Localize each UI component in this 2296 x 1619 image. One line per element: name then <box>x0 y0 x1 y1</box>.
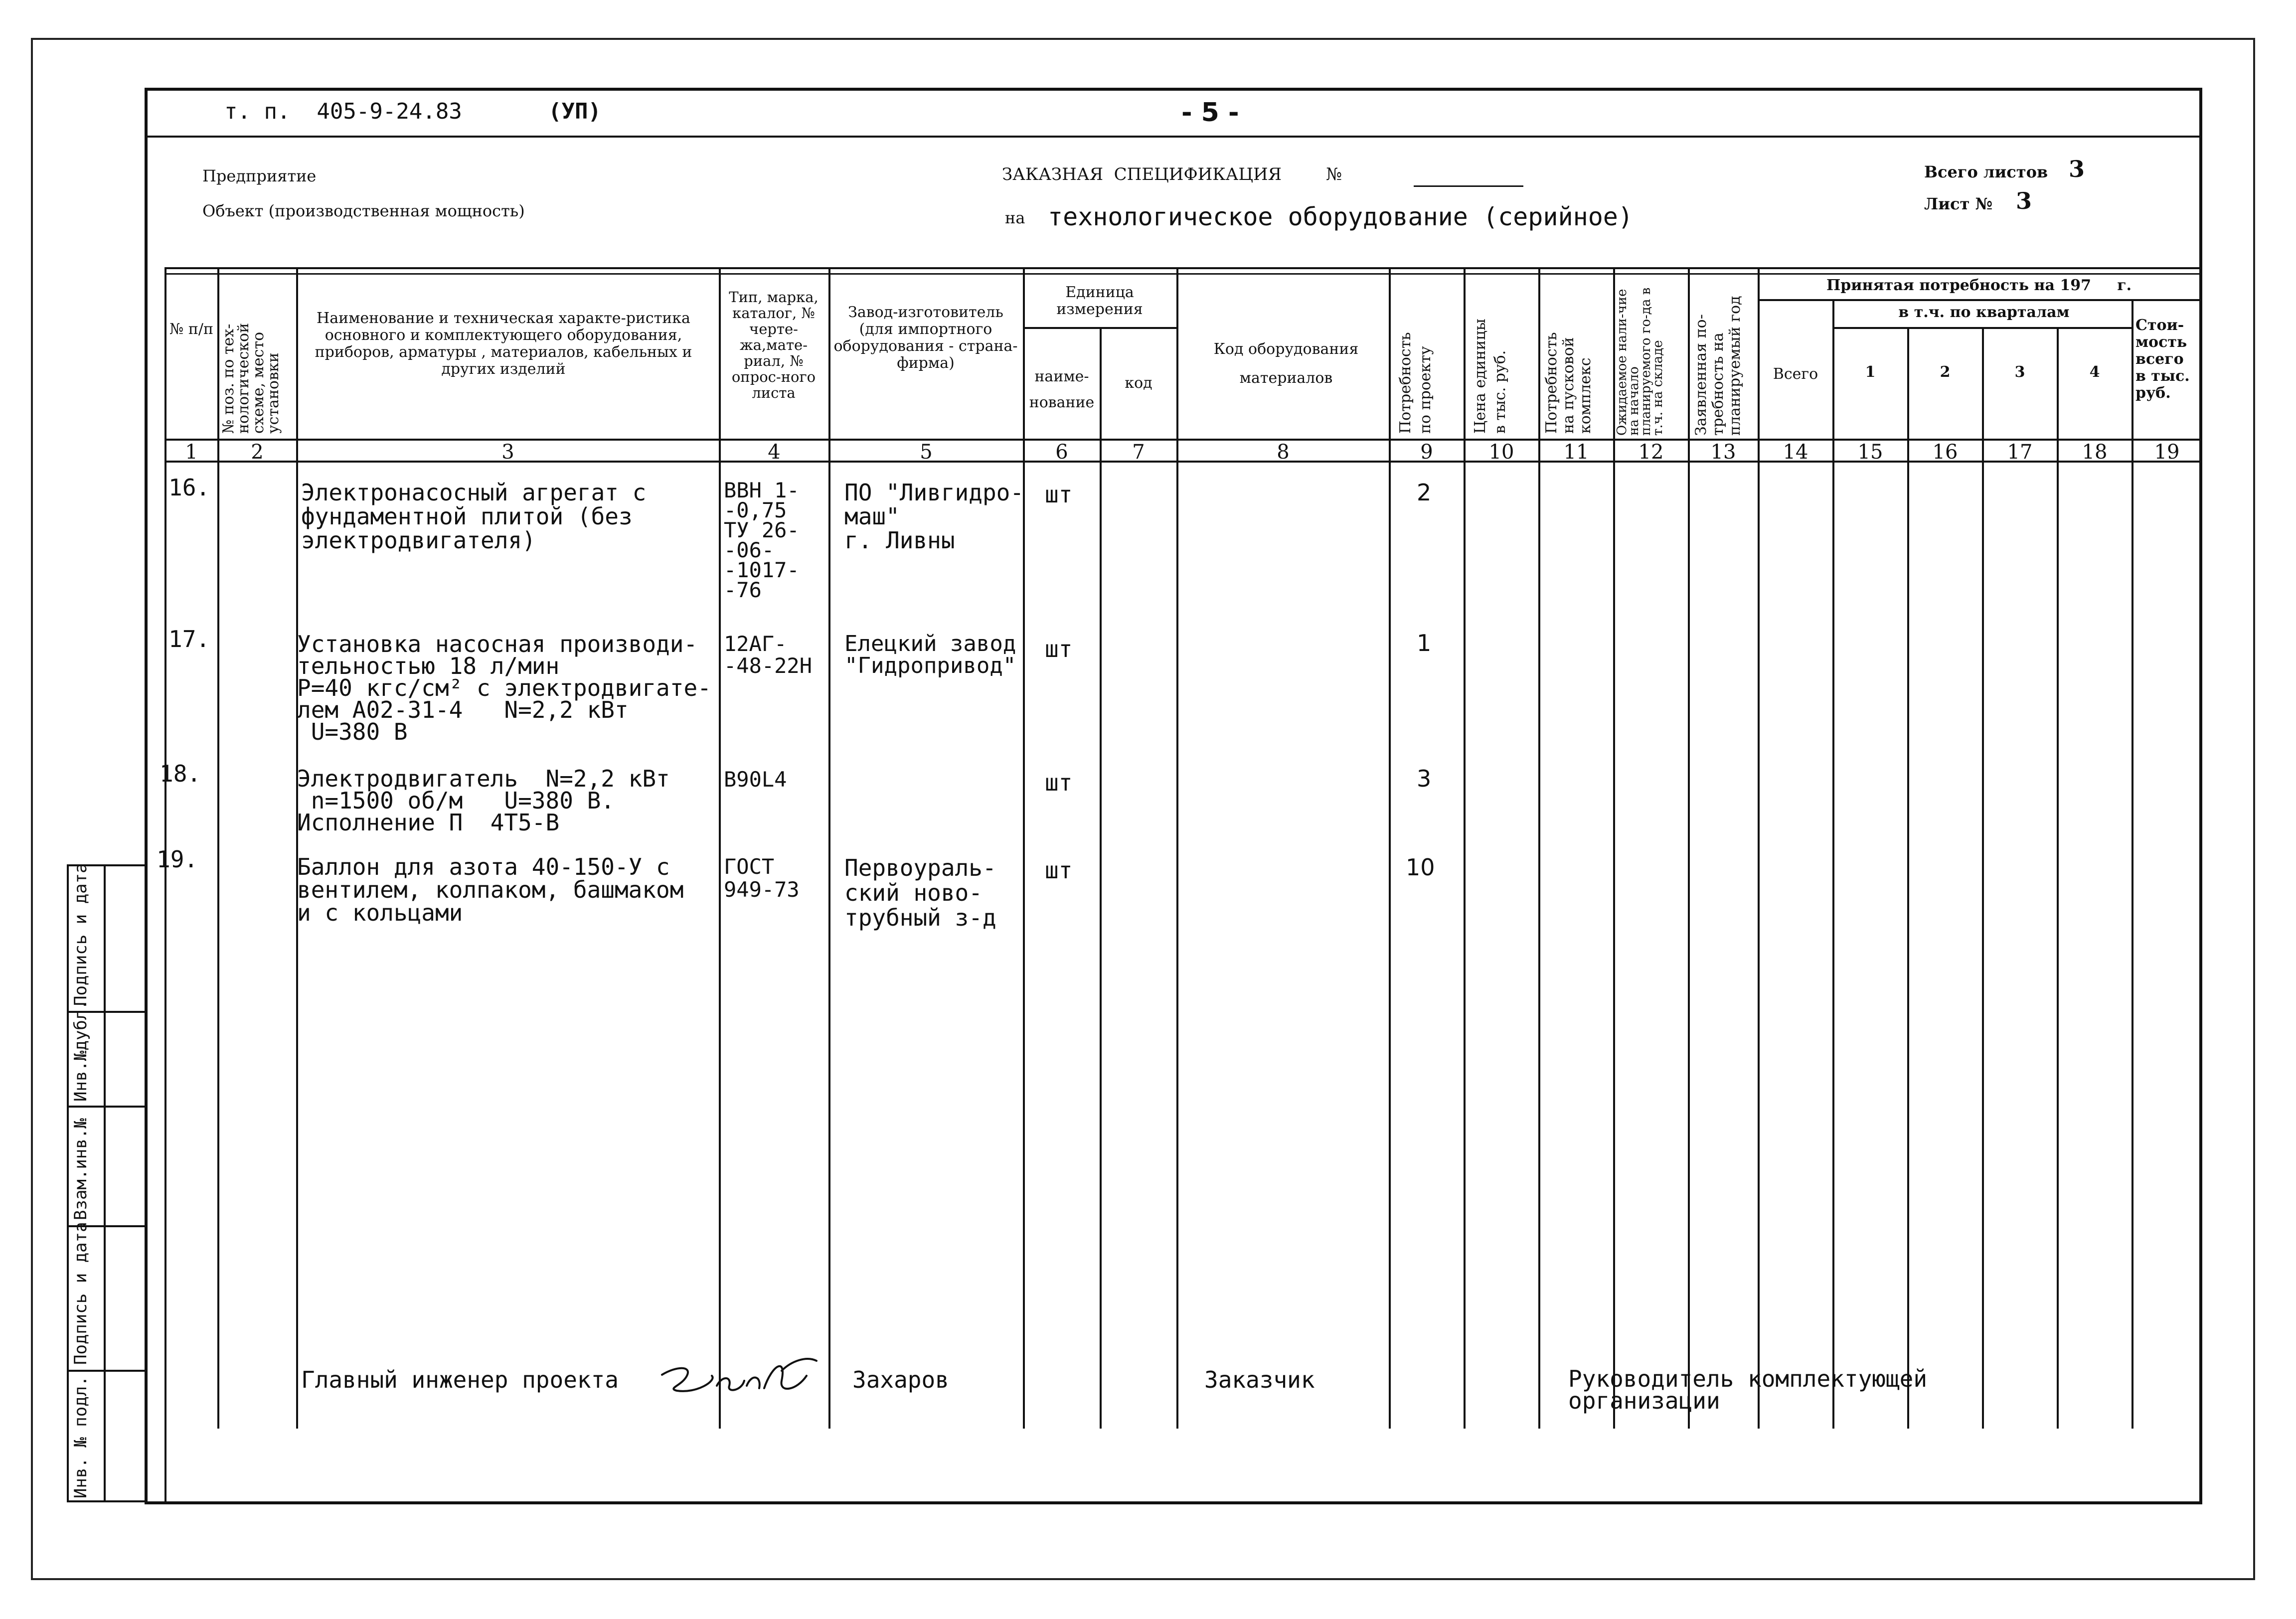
customer-label: Заказчик <box>1204 1366 1315 1393</box>
col-header-1: № п/п <box>169 321 214 338</box>
table-row-17-unit: шт <box>1045 636 1073 662</box>
col-header-16: 2 <box>1940 363 1951 381</box>
table-row-19-num: 19. <box>157 846 198 873</box>
table-row-16-num: 16. <box>168 474 210 501</box>
table-row-17-qty: 1 <box>1417 630 1432 656</box>
on-label: на <box>1005 208 1025 227</box>
col-num-8: 8 <box>1277 441 1290 464</box>
col-num-2: 2 <box>251 441 264 464</box>
col-header-6: наиме-нование <box>1029 368 1095 411</box>
stamp-sign-date-2: Подпись и дата <box>71 863 91 1006</box>
total-sheets-value: 3 <box>2069 156 2085 182</box>
col-num-12: 12 <box>1638 441 1664 464</box>
table-row-18-type: В90L4 <box>724 767 787 792</box>
col-header-18: 4 <box>2089 363 2100 381</box>
col-num-13: 13 <box>1710 441 1736 464</box>
doc-code: т. п. 405-9-24.83 <box>224 99 462 124</box>
col-header-14: Всего <box>1773 365 1818 383</box>
col-header-19: Стои-мость всего в тыс. руб. <box>2135 317 2190 402</box>
table-row-17-type: 12АГ- -48-22Н <box>724 632 813 678</box>
table-row-17-num: 17. <box>168 626 210 652</box>
stamp-sign-date-1: Подпись и дата <box>71 1222 91 1365</box>
total-sheets-label: Всего листов <box>1924 162 2048 181</box>
stamp-inv-dubl: Инв.№дубл. <box>71 999 91 1102</box>
col-header-17: 3 <box>2014 363 2025 381</box>
col-header-7: код <box>1125 374 1152 392</box>
col-header-9: Потребность по проекту <box>1397 332 1434 434</box>
col-header-quarters-group: в т.ч. по кварталам <box>1898 304 2070 321</box>
table-row-16-name: Электронасосный агрегат с фундаментной плитой (без электродвигателя) <box>301 479 647 554</box>
col-num-17: 17 <box>2007 441 2033 464</box>
table-row-19-type: ГОСТ 949-73 <box>724 854 800 902</box>
spec-title: ЗАКАЗНАЯ СПЕЦИФИКАЦИЯ <box>1002 164 1282 184</box>
chief-engineer-label: Главный инженер проекта <box>301 1366 619 1393</box>
col-num-3: 3 <box>501 441 514 464</box>
table-row-18-unit: шт <box>1045 769 1073 796</box>
col-header-11: Потребность на пусковой комплекс <box>1543 332 1594 434</box>
table-row-17-name: Установка насосная производи- тельностью 18 л/мин Р=40 кгс/см² с электродвигате- лем А02-31-4 N=2,2 кВт U=380 В <box>297 631 711 745</box>
col-num-7: 7 <box>1132 441 1145 464</box>
col-header-12: Ожидаемое нали-чие на начало планируемого го-да в т.ч. на складе <box>1615 287 1665 436</box>
doc-type: (УП) <box>548 99 601 124</box>
number-sign: № <box>1326 164 1342 184</box>
col-num-9: 9 <box>1420 441 1433 464</box>
table-row-16-maker: ПО "Ливгидро- маш" г. Ливны <box>844 479 1024 554</box>
col-num-10: 10 <box>1488 441 1514 464</box>
enterprise-label: Предприятие <box>202 166 317 185</box>
table-row-16-qty: 2 <box>1417 479 1432 506</box>
object-label: Объект (производственная мощность) <box>202 201 525 220</box>
col-header-15: 1 <box>1865 363 1876 381</box>
table-row-18-name: Электродвигатель N=2,2 кВт n=1500 об/м U=380 В. Исполнение П 4Т5-В <box>297 765 670 836</box>
col-num-16: 16 <box>1932 441 1958 464</box>
page-number: - 5 - <box>1181 98 1239 128</box>
col-header-2: № поз. по тех-нологической схеме, место установки <box>220 323 282 434</box>
sheet-value: 3 <box>2016 187 2032 214</box>
table-row-19-name: Баллон для азота 40-150-У с вентилем, колпаком, башмаком и с кольцами <box>297 853 684 926</box>
table-row-19-maker: Первоураль- ский ново- трубный з-д <box>844 854 996 931</box>
col-num-11: 11 <box>1563 441 1589 464</box>
supplier-label: Руководитель комплектующей организации <box>1568 1365 1928 1414</box>
col-header-accepted-group: Принятая потребность на 197 г. <box>1826 277 2132 294</box>
col-header-8: Код оборудования материалов <box>1213 340 1359 387</box>
table-row-16-unit: шт <box>1045 481 1073 508</box>
col-num-5: 5 <box>920 441 933 464</box>
col-header-4: Тип, марка, каталог, № черте-жа,мате-риал, № опрос-ного листа <box>729 289 819 401</box>
table-row-18-num: 18. <box>160 760 201 787</box>
table-row-18-qty: 3 <box>1417 765 1432 792</box>
col-header-5: Завод-изготовитель (для импортного оборудования - страна-фирма) <box>833 304 1018 372</box>
col-num-14: 14 <box>1783 441 1808 464</box>
table-row-19-qty: 10 <box>1406 854 1435 881</box>
col-header-13: Заявленная по-требность на планируемый год <box>1692 296 1744 436</box>
chief-engineer-name: Захаров <box>852 1366 949 1393</box>
col-num-6: 6 <box>1055 441 1068 464</box>
sheet-label: Лист № <box>1924 194 1993 213</box>
col-num-4: 4 <box>768 441 781 464</box>
col-header-10: Цена единицы в тыс. руб. <box>1472 319 1509 434</box>
table-row-19-unit: шт <box>1045 857 1073 884</box>
spec-subject: технологическое оборудование (серийное) <box>1048 202 1633 231</box>
col-num-18: 18 <box>2082 441 2108 464</box>
spec-number-line <box>1414 185 1523 187</box>
table-row-17-maker: Елецкий завод "Гидропривод" <box>844 631 1016 678</box>
stamp-vzam-inv: Взам.инв.№ <box>71 1118 91 1220</box>
col-header-3: Наименование и техническая характе-ристика основного и комплектующего оборудования, приборов, арматуры , материалов, кабельных и других изделий <box>315 310 692 378</box>
col-header-unit-group: Единица измерения <box>1056 284 1143 318</box>
col-num-19: 19 <box>2154 441 2180 464</box>
table-row-16-type: ВВН 1- -0,75 ТУ 26- -06- -1017- -76 <box>724 478 800 602</box>
signature-zakharov <box>657 1346 826 1401</box>
col-num-15: 15 <box>1857 441 1883 464</box>
col-num-1: 1 <box>185 441 198 464</box>
stamp-inv-podl: Инв. № подл. <box>71 1376 91 1498</box>
